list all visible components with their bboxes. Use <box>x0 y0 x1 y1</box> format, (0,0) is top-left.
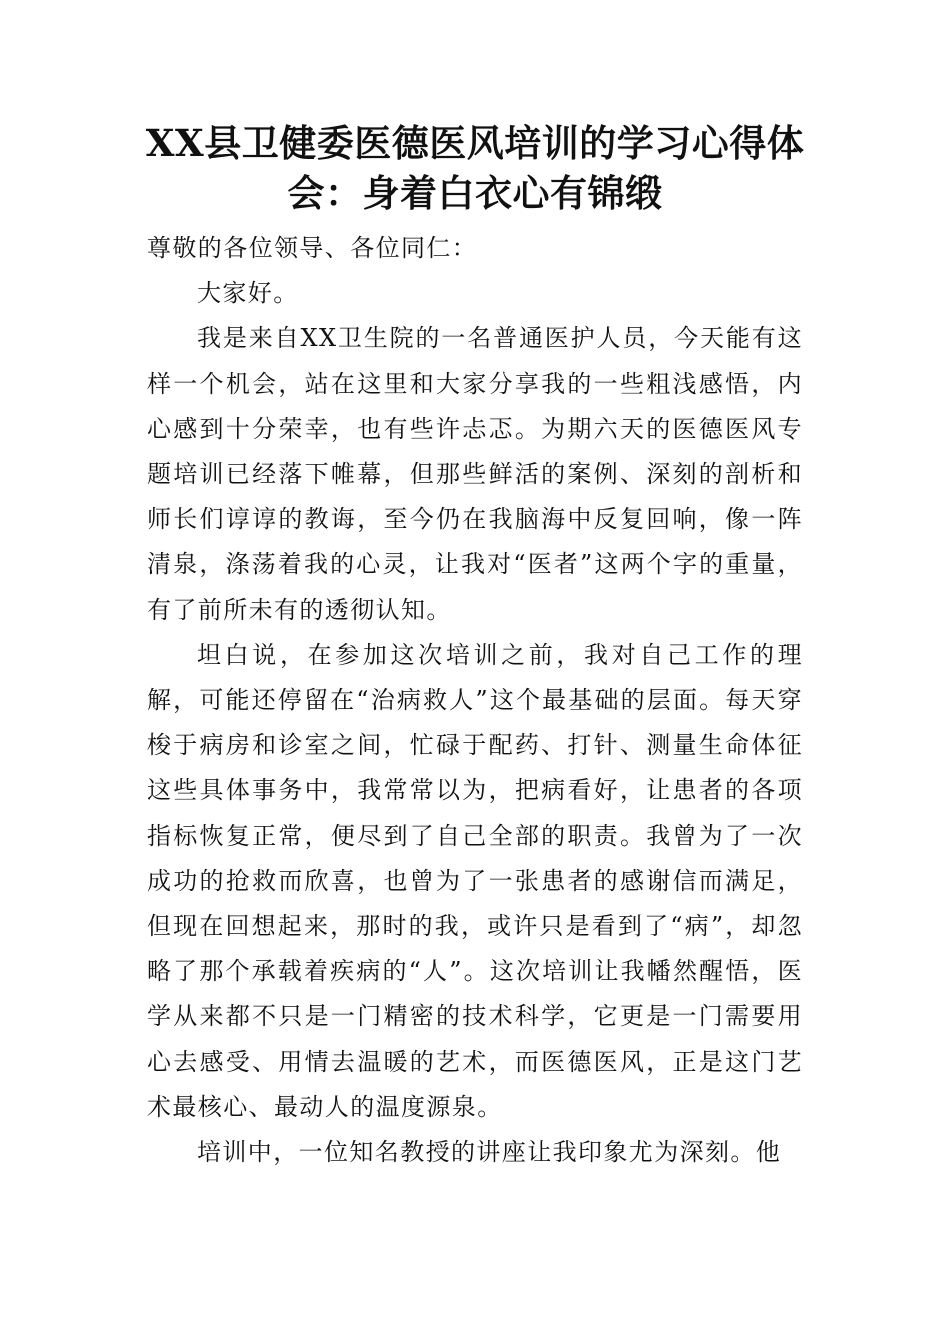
document-title: XX县卫健委医德医风培训的学习心得体会：身着白衣心有锦缎 <box>145 121 805 215</box>
paragraph-lecture: 培训中，一位知名教授的讲座让我印象尤为深刻。他 <box>197 1138 782 1167</box>
paragraph-greeting: 大家好。 <box>197 279 299 308</box>
paragraph-reflection: 坦白说，在参加这次培训之前，我对自己工作的理解，可能还停留在“治病救人”这个最基础的层面。每天穿梭于病房和诊室之间，忙碌于配药、打针、测量生命体征这些具体事务中，我常常以为，把病看好，让患者的各项指标恢复正常，便尽到了自己全部的职责。我曾为了一次成功的抢救而欣喜，也曾为了一张患者的感谢信而满足，但现在回想起来，那时的我，或许只是看到了“病”，却忽略了那个承载着疾病的“人”。这次培训让我幡然醒悟，医学从来都不只是一门精密的技术科学，它更是一门需要用心去感受、用情去温暖的艺术，而医德医风，正是这门艺术最核心、最动人的温度源泉。 <box>147 640 803 1121</box>
paragraph-introduction: 我是来自XX卫生院的一名普通医护人员，今天能有这样一个机会，站在这里和大家分享我的一些粗浅感悟，内心感到十分荣幸，也有些许忐忑。为期六天的医德医风专题培训已经落下帷幕，但那些鲜活的案例、深刻的剖析和师长们谆谆的教诲，至今仍在我脑海中反复回响，像一阵清泉，涤荡着我的心灵，让我对“医者”这两个字的重量，有了前所未有的透彻认知。 <box>147 324 803 624</box>
salutation: 尊敬的各位领导、各位同仁： <box>147 234 478 262</box>
document-body <box>147 226 803 1175</box>
